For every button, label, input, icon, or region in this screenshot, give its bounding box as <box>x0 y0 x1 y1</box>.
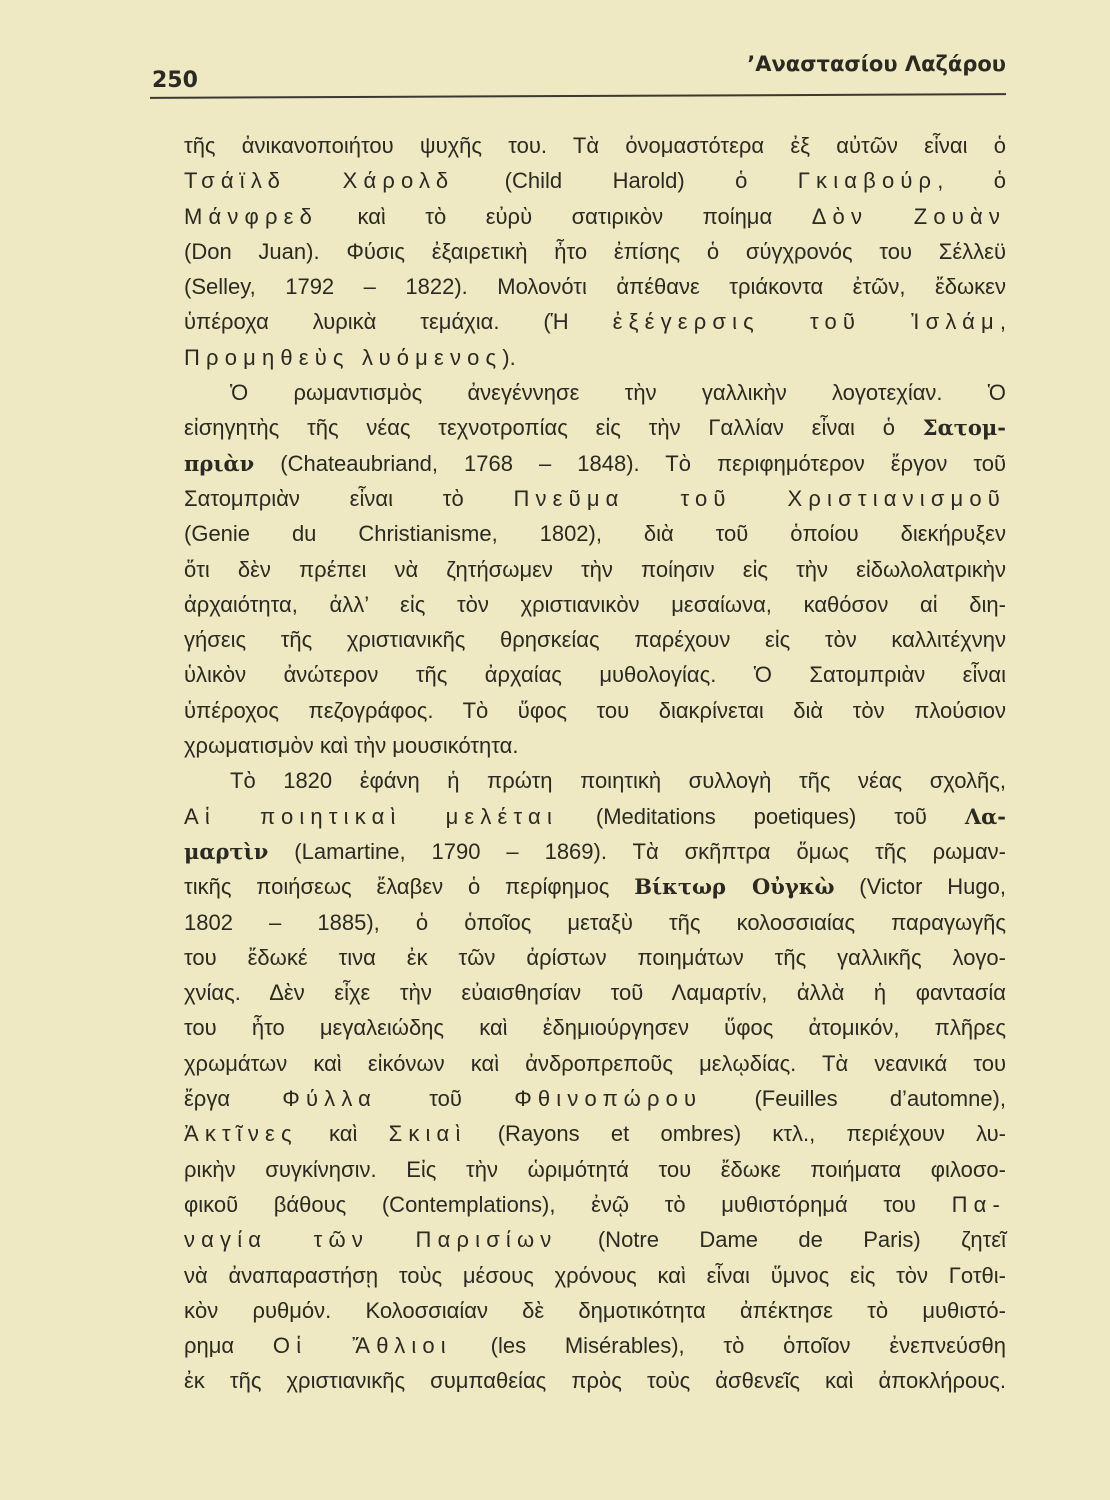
text-line <box>184 375 1006 410</box>
bold-name: μαρτὶν <box>184 838 269 864</box>
spaced-title: Σκιαὶ <box>388 1121 467 1147</box>
text-line <box>184 1187 1006 1222</box>
text-line <box>184 1010 1006 1045</box>
text-segment: του ἔδωκέ τινα ἐκ τῶν ἀρίστων ποιημάτων τῆς γαλλικῆς λογο- <box>184 944 1006 970</box>
spaced-title: Μάνφρεδ <box>184 203 318 229</box>
text-line <box>184 1081 1006 1116</box>
bold-name: πριὰν <box>184 450 255 476</box>
text-line <box>184 622 1006 657</box>
text-segment: τοῦ <box>377 1086 515 1112</box>
text-line <box>184 975 1006 1010</box>
text-segment: χρωματισμὸν καὶ τὴν μουσικότητα. <box>184 733 519 759</box>
text-line <box>184 799 1006 834</box>
text-segment: (Notre Dame de Paris) ζητεῖ <box>557 1227 1007 1253</box>
text-line <box>184 693 1006 728</box>
text-segment: (Don Juan). Φύσις ἐξαιρετικὴ ἦτο ἐπίσης ὁ σύγχρονός του Σέλλεϋ <box>184 238 1006 264</box>
text-segment: (les Misérables), τὸ ὁποῖον ἐνεπνεύσθη <box>451 1333 1007 1359</box>
text-segment: ἀρχαιότητα, ἀλλ’ εἰς τὸν χριστιανικὸν μεσαίωνα, καθόσον αἱ διη- <box>184 591 1006 617</box>
text-segment: χνίας. Δὲν εἶχε τὴν εὐαισθησίαν τοῦ Λαμαρτίν, ἀλλὰ ἡ φαντασία <box>184 980 1006 1006</box>
text-segment: , ὁ <box>937 168 1007 194</box>
text-line <box>184 163 1006 198</box>
text-line <box>184 728 1006 763</box>
text-segment: (Feuilles d’automne), <box>702 1086 1006 1112</box>
text-line <box>184 128 1006 163</box>
text-line <box>184 340 1006 375</box>
text-line <box>184 1116 1006 1151</box>
text-line <box>184 834 1006 869</box>
text-segment: ἐκ τῆς χριστιανικῆς συμπαθείας πρὸς τοὺς ἀσθενεῖς καὶ ἀποκλήρους. <box>184 1368 1006 1394</box>
running-head: ’Αναστασίου Λαζάρου <box>747 52 1006 76</box>
spaced-title: Αἱ ποιητικαὶ μελέται <box>184 803 558 829</box>
text-line <box>184 1293 1006 1328</box>
text-segment: του ἦτο μεγαλειώδης καὶ ἐδημιούργησεν ὕφος ἀτομικόν, πλῆρες <box>184 1015 1006 1041</box>
header-rule <box>150 93 1006 99</box>
text-segment: ὑλικὸν ἀνώτερον τῆς ἀρχαίας μυθολογίας. Ὁ Σατομπριὰν εἶναι <box>184 662 1006 688</box>
text-line <box>184 199 1006 234</box>
text-segment: ὑπέροχα λυρικὰ τεμάχια. (Ἡ <box>184 309 613 335</box>
text-segment: Τὸ 1820 ἐφάνη ἡ πρώτη ποιητικὴ συλλογὴ τῆς νέας σχολῆς, <box>230 768 1006 794</box>
spaced-title: Πνεῦμα τοῦ Χριστιανισμοῦ <box>513 485 1006 511</box>
text-line <box>184 552 1006 587</box>
spaced-title: ἐξέγερσις τοῦ Ἰσλάμ <box>612 309 1000 335</box>
text-segment: χρωμάτων καὶ εἰκόνων καὶ ἀνδροπρεποῦς μελῳδίας. Τὰ νεανικά του <box>184 1050 1006 1076</box>
text-line <box>184 234 1006 269</box>
text-segment: ὅτι δὲν πρέπει νὰ ζητήσωμεν τὴν ποίησιν εἰς τὴν εἰδωλολατρικὴν <box>184 556 1006 582</box>
text-line <box>184 304 1006 339</box>
text-segment: (Chateaubriand, 1768 – 1848). Τὸ περιφημότερον ἔργον τοῦ <box>254 450 1006 476</box>
text-line <box>184 657 1006 692</box>
text-line <box>184 269 1006 304</box>
text-segment: (Selley, 1792 – 1822). Μολονότι ἀπέθανε τριάκοντα ἐτῶν, ἔδωκεν <box>184 274 1006 300</box>
text-segment: , <box>999 309 1007 335</box>
text-line <box>184 1363 1006 1398</box>
text-line <box>184 1258 1006 1293</box>
body-text <box>184 128 1006 1399</box>
text-segment: νὰ ἀναπαραστήσῃ τοὺς μέσους χρόνους καὶ εἶναι ὕμνος εἰς τὸν Γοτθι- <box>184 1262 1006 1288</box>
text-line <box>184 1328 1006 1363</box>
text-line <box>184 905 1006 940</box>
text-segment: γήσεις τῆς χριστιανικῆς θρησκείας παρέχουν εἰς τὸν καλλιτέχνην <box>184 627 1006 653</box>
text-segment: ὑπέροχος πεζογράφος. Τὸ ὕφος του διακρίνεται διὰ τὸν πλούσιον <box>184 697 1006 723</box>
text-line <box>184 1152 1006 1187</box>
text-segment: καὶ <box>297 1121 389 1147</box>
text-segment: (Rayons et ombres) κτλ., περιέχουν λυ- <box>466 1121 1006 1147</box>
text-segment: εἰσηγητὴς τῆς νέας τεχνοτροπίας εἰς τὴν Γαλλίαν εἶναι ὁ <box>184 415 923 441</box>
spaced-title: ναγία τῶν Παρισίων <box>184 1227 558 1253</box>
bold-name: Σατομ- <box>922 415 1006 441</box>
text-segment: Ὁ ρωμαντισμὸς ἀνεγέννησε τὴν γαλλικὴν λογοτεχίαν. Ὁ <box>230 380 1006 406</box>
text-segment: (Victor Hugo, <box>834 874 1006 900</box>
spaced-title: Τσάϊλδ Χάρολδ <box>184 168 455 194</box>
text-segment: (Genie du Christianisme, 1802), διὰ τοῦ ὁποίου διεκήρυξεν <box>184 521 1006 547</box>
spaced-title: Δὸν Ζουὰν <box>811 203 1006 229</box>
spaced-title: Προμηθεὺς λυόμενος <box>184 344 503 370</box>
bold-name: Λα- <box>964 803 1007 829</box>
spaced-title: Ἀκτῖνες <box>184 1121 298 1147</box>
spaced-title: Οἱ Ἄθλιοι <box>272 1333 452 1359</box>
text-segment: καὶ τὸ εὐρὺ σατιρικὸν ποίημα <box>318 203 812 229</box>
text-segment: φικοῦ βάθους (Contemplations), ἐνῷ τὸ μυθιστόρημά του <box>184 1191 952 1217</box>
text-segment: τικῆς ποιήσεως ἔλαβεν ὁ περίφημος <box>184 874 635 900</box>
text-segment: ρικὴν συγκίνησιν. Εἰς τὴν ὡριμότητά του ἔδωκε ποιήματα φιλοσο- <box>184 1156 1006 1182</box>
text-segment: (Lamartine, 1790 – 1869). Τὰ σκῆπτρα ὅμως τῆς ρωμαν- <box>268 838 1006 864</box>
text-line <box>184 1046 1006 1081</box>
text-segment: ρημα <box>184 1333 273 1359</box>
text-segment: Σατομπριὰν εἶναι τὸ <box>184 485 514 511</box>
text-segment: τῆς ἀνικανοποιήτου ψυχῆς του. Τὰ ὀνομαστότερα ἐξ αὐτῶν εἶναι ὁ <box>184 133 1006 158</box>
text-segment: (Child Harold) ὁ <box>454 168 798 194</box>
text-line <box>184 410 1006 445</box>
page-number: 250 <box>152 68 198 93</box>
text-segment: 1802 – 1885), ὁ ὁποῖος μεταξὺ τῆς κολοσσιαίας παραγωγῆς <box>184 909 1006 935</box>
spaced-title: Γκιαβούρ <box>797 168 938 194</box>
text-segment: κὸν ρυθμόν. Κολοσσιαίαν δὲ δημοτικότητα ἀπέκτησε τὸ μυθιστό- <box>184 1297 1006 1323</box>
spaced-title: Φύλλα <box>282 1086 378 1112</box>
text-segment: ἔργα <box>184 1086 283 1112</box>
text-line <box>184 516 1006 551</box>
text-line <box>184 763 1006 798</box>
text-line <box>184 1222 1006 1257</box>
spaced-title: Φθινοπώρου <box>514 1086 703 1112</box>
text-line <box>184 869 1006 904</box>
text-line <box>184 587 1006 622</box>
bold-name: Βίκτωρ Οὐγκὼ <box>634 874 835 900</box>
text-line <box>184 446 1006 481</box>
spaced-title: Πα- <box>951 1191 1006 1217</box>
text-line <box>184 481 1006 516</box>
text-segment: (Meditations poetiques) τοῦ <box>558 803 965 829</box>
text-line <box>184 940 1006 975</box>
text-segment: ). <box>502 344 516 370</box>
